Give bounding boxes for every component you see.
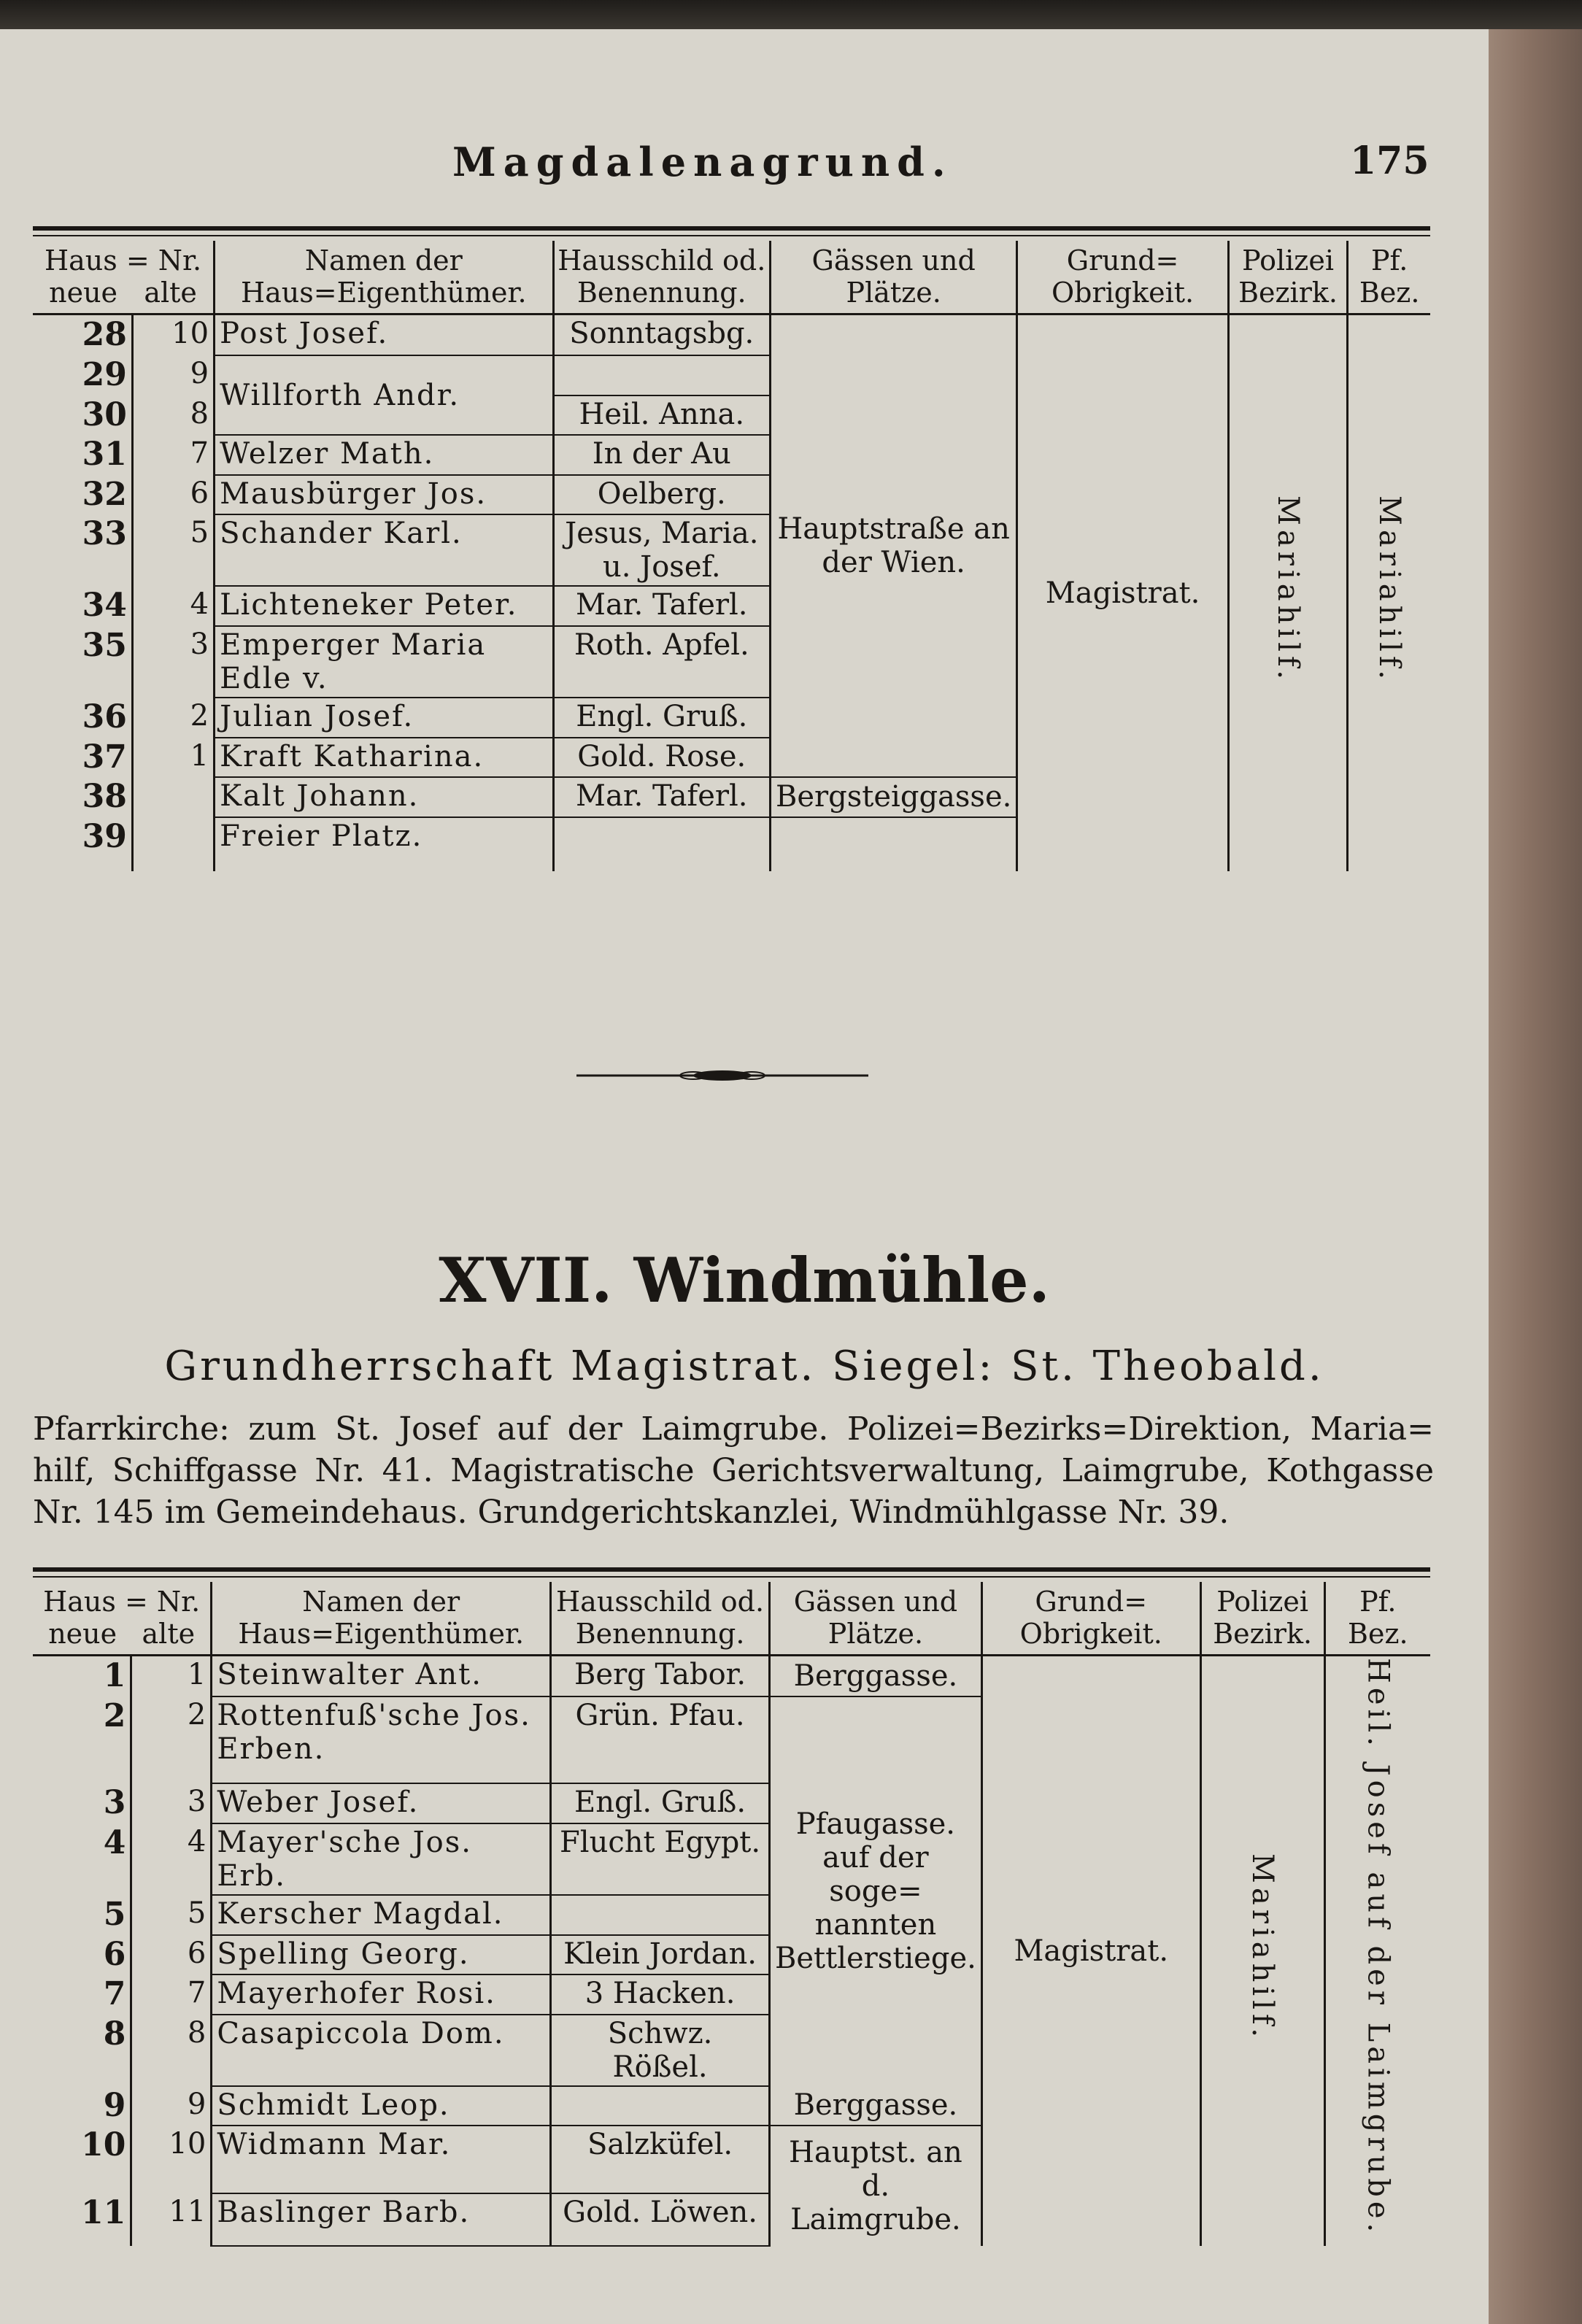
house-number-old: 1 (131, 1656, 212, 1696)
house-number-new: 30 (82, 395, 127, 433)
house-number-new: 7 (103, 1975, 126, 2013)
col-header-hausschild: Hausschild od. Benennung. (551, 1582, 770, 1656)
street-name: Hauptst. an d. Laimgrube. (789, 2135, 962, 2236)
house-number-old: 10 (131, 2126, 212, 2193)
authority-name: Magistrat. (1014, 1934, 1169, 1968)
owner-name: Baslinger Barb. (212, 2193, 551, 2246)
owner-name: Schander Karl. (215, 514, 554, 586)
top-double-rule-thin (33, 235, 1430, 236)
house-number-old: 9 (132, 355, 214, 395)
police-district-cell (1228, 314, 1348, 871)
street-cell (769, 2126, 981, 2245)
parish-cell (1324, 1656, 1430, 2246)
section-subtitle: Grundherrschaft Magistrat. Siegel: St. Theobald. (164, 1343, 1324, 1390)
street-name: Hauptstraße an der Wien. (777, 512, 1010, 580)
house-number-old: 6 (131, 1935, 212, 1975)
house-sign: Jesus, Maria. u. Josef. (553, 514, 770, 586)
house-number-old: 9 (131, 2086, 212, 2126)
owner-name: Spelling Georg. (212, 1935, 551, 1975)
col-header-polizei: Polizei Bezirk. (1200, 1582, 1324, 1656)
house-number-new: 8 (103, 2015, 126, 2053)
house-sign: Engl. Gruß. (553, 698, 770, 738)
book-page-edge (1489, 29, 1582, 2324)
house-number-old: 5 (131, 1895, 212, 1935)
col-header-hausschild: Hausschild od. Benennung. (553, 241, 770, 314)
parish-name: Heil. Josef auf der Laimgrube. (1361, 1658, 1395, 2237)
house-sign (551, 1895, 770, 1935)
house-sign: Berg Tabor. (551, 1656, 770, 1696)
house-number-new: 33 (82, 515, 127, 553)
street-name: Berggasse. (793, 2088, 958, 2123)
authority-cell (981, 1656, 1200, 2246)
house-sign: Salzküfel. (551, 2126, 770, 2193)
house-number-old: 7 (132, 435, 214, 475)
house-sign: 3 Hacken. (551, 1974, 770, 2015)
house-number-old: 7 (131, 1974, 212, 2015)
house-number-old: 1 (132, 738, 214, 778)
owner-name: Steinwalter Ant. (212, 1656, 551, 1696)
col-header-pf: Pf. Bez. (1324, 1582, 1430, 1656)
owner-name: Emperger Maria Edle v. (215, 626, 554, 698)
house-number-old: 6 (132, 475, 214, 515)
parish-name: Mariahilf. (1373, 495, 1407, 684)
house-number-new: 32 (82, 475, 127, 513)
house-sign: Sonntagsbg. (553, 314, 770, 355)
col-header-pf: Pf. Bez. (1348, 241, 1430, 314)
haus-nr-label: Haus = Nr. (43, 1586, 201, 1618)
house-number-old (132, 777, 214, 817)
book-top-edge (0, 0, 1582, 29)
owner-name: Mayer'sche Jos. Erb. (212, 1823, 551, 1895)
owner-name: Casapiccola Dom. (212, 2015, 551, 2086)
house-number-new: 4 (103, 1823, 126, 1861)
house-sign: Flucht Egypt. (551, 1823, 770, 1895)
house-number-old: 2 (132, 698, 214, 738)
police-district-name: Mariahilf. (1246, 1853, 1280, 2042)
house-number-new: 3 (103, 1784, 126, 1822)
street-cell (770, 314, 1016, 777)
street-cell (769, 2086, 981, 2126)
street-cell (769, 1656, 981, 1696)
house-number-old: 5 (132, 514, 214, 586)
house-number-old: 2 (131, 1696, 212, 1783)
street-cell (770, 817, 1016, 871)
house-sign (553, 355, 770, 395)
street-name: Berggasse. (793, 1659, 958, 1694)
house-number-old (132, 817, 214, 871)
owner-name: Rottenfuß'sche Jos. Erben. (212, 1696, 551, 1783)
alte-label: alte (142, 1617, 196, 1650)
col-header-haus-nr (33, 241, 215, 314)
street-cell (769, 1696, 981, 2086)
register-table-magdalenagrund (33, 241, 1430, 871)
col-header-haus-nr (33, 1582, 212, 1656)
house-sign: Mar. Taferl. (553, 586, 770, 626)
owner-name: Widmann Mar. (212, 2126, 551, 2193)
house-sign: Mar. Taferl. (553, 777, 770, 817)
house-sign: In der Au (553, 435, 770, 475)
house-number-old: 3 (131, 1783, 212, 1823)
owner-name: Freier Platz. (215, 817, 554, 871)
house-number-new: 36 (82, 698, 127, 736)
alte-label: alte (144, 276, 197, 309)
house-sign: Oelberg. (553, 475, 770, 515)
owner-name: Lichteneker Peter. (215, 586, 554, 626)
owner-name: Kalt Johann. (215, 777, 554, 817)
house-sign: Grün. Pfau. (551, 1696, 770, 1783)
owner-name: Post Josef. (215, 314, 554, 355)
house-number-new: 10 (81, 2126, 126, 2164)
house-number-new: 2 (103, 1696, 126, 1734)
col-header-namen: Namen der Haus=Eigenthümer. (215, 241, 554, 314)
house-sign: Schwz. Rößel. (551, 2015, 770, 2086)
house-number-new: 37 (82, 738, 127, 776)
section-title: XVII. Windmühle. (439, 1244, 1050, 1316)
table-row (33, 314, 1430, 355)
col-header-grund: Grund= Obrigkeit. (981, 1582, 1200, 1656)
street-name: Bergsteiggasse. (775, 780, 1012, 814)
house-number-new: 31 (82, 436, 127, 474)
authority-name: Magistrat. (1045, 576, 1200, 611)
top-double-rule (33, 226, 1430, 231)
police-district-cell (1200, 1656, 1324, 2246)
house-sign: Roth. Apfel. (553, 626, 770, 698)
police-district-name: Mariahilf. (1271, 495, 1305, 684)
house-number-new: 9 (103, 2086, 126, 2124)
col-header-gassen: Gässen und Plätze. (769, 1582, 981, 1656)
owner-name: Schmidt Leop. (212, 2086, 551, 2126)
house-number-old: 8 (132, 395, 214, 436)
house-number-old: 11 (131, 2193, 212, 2246)
house-sign: Gold. Rose. (553, 738, 770, 778)
owner-name: Julian Josef. (215, 698, 554, 738)
house-sign: Engl. Gruß. (551, 1783, 770, 1823)
table-row (33, 1656, 1430, 1696)
neue-label: neue (48, 1617, 117, 1650)
owner-name: Kraft Katharina. (215, 738, 554, 778)
house-number-new: 38 (82, 778, 127, 816)
second-double-rule (33, 1567, 1430, 1572)
col-header-grund: Grund= Obrigkeit. (1017, 241, 1228, 314)
house-sign: Heil. Anna. (553, 395, 770, 436)
house-number-old: 8 (131, 2015, 212, 2086)
house-sign: Gold. Löwen. (551, 2193, 770, 2246)
owner-name: Mausbürger Jos. (215, 475, 554, 515)
col-header-gassen: Gässen und Plätze. (770, 241, 1016, 314)
house-number-new: 11 (81, 2194, 126, 2232)
house-number-new: 39 (82, 817, 127, 855)
register-table-windmuehle (33, 1582, 1430, 2247)
house-number-new: 1 (103, 1657, 126, 1695)
house-number-new: 35 (82, 626, 127, 664)
house-number-new: 29 (82, 355, 127, 393)
book-page (0, 29, 1489, 2324)
ornament-divider (576, 1069, 868, 1082)
street-name: Pfaugasse. auf der soge= nannten Bettlerstiege. (774, 1807, 976, 1976)
house-number-new: 5 (103, 1895, 126, 1933)
house-sign (551, 2086, 770, 2126)
house-number-new: 6 (103, 1935, 126, 1973)
second-double-rule-thin (33, 1576, 1430, 1578)
page-number: 175 (1350, 139, 1429, 183)
house-number-new: 34 (82, 587, 127, 625)
house-number-old: 3 (132, 626, 214, 698)
neue-label: neue (49, 276, 118, 309)
running-head: Magdalenagrund. (452, 139, 953, 185)
owner-name: Mayerhofer Rosi. (212, 1974, 551, 2015)
house-number-old: 10 (132, 314, 214, 355)
owner-name: Willforth Andr. (215, 355, 554, 435)
house-sign (553, 817, 770, 871)
house-number-old: 4 (132, 586, 214, 626)
haus-nr-label: Haus = Nr. (44, 244, 202, 277)
house-sign: Klein Jordan. (551, 1935, 770, 1975)
col-header-namen: Namen der Haus=Eigenthümer. (212, 1582, 551, 1656)
owner-name: Kerscher Magdal. (212, 1895, 551, 1935)
owner-name: Weber Josef. (212, 1783, 551, 1823)
section-paragraph: Pfarrkirche: zum St. Josef auf der Laimgrube. Polizei=Bezirks=Direktion, Maria= hilf, Schiffgasse Nr. 41. Magistratische Gerichtsverwaltung, Laimgrube, Kothgasse Nr. 145 im Gemeindehaus. Grundgerichtskanzlei, Windmühlgasse Nr. 39. (33, 1410, 1434, 1532)
owner-name: Welzer Math. (215, 435, 554, 475)
house-number-old: 4 (131, 1823, 212, 1895)
authority-cell (1017, 314, 1228, 871)
parish-cell (1348, 314, 1430, 871)
col-header-polizei: Polizei Bezirk. (1228, 241, 1348, 314)
street-cell (770, 777, 1016, 817)
house-number-new: 28 (82, 316, 127, 354)
